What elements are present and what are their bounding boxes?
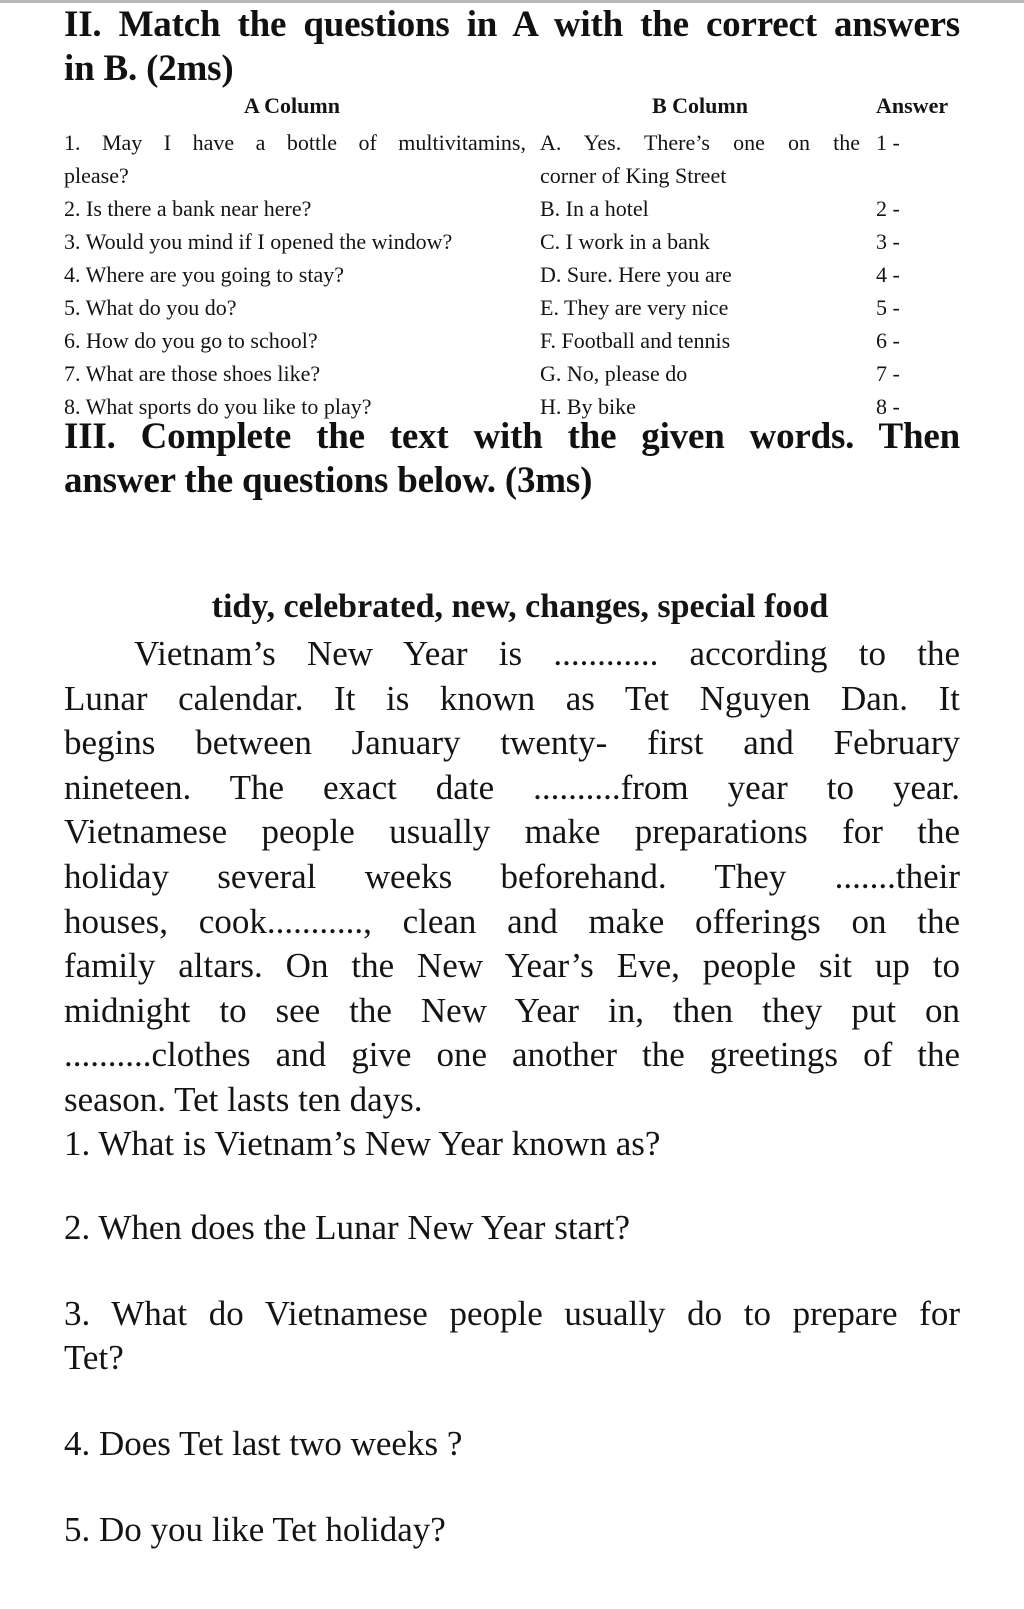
match-row-2	[64, 192, 960, 225]
answer-f: F. Football and tennis	[540, 328, 731, 353]
answer-slot-5: 5 -	[876, 295, 900, 320]
answer-a	[540, 126, 870, 192]
answer-slot-8: 8 -	[876, 394, 900, 419]
question-7: 7. What are those shoes like?	[64, 361, 321, 386]
passage-line: Vietnam’s New Year is ............ according to the	[134, 634, 960, 673]
reading-passage	[64, 632, 960, 1123]
question-1-line2: please?	[64, 163, 129, 188]
column-b-header: B Column	[652, 93, 748, 118]
matching-table	[64, 126, 960, 423]
match-row-7	[64, 357, 960, 390]
question-2: 2. Is there a bank near here?	[64, 196, 312, 221]
passage-line: Vietnamese people usually make preparations for the	[64, 812, 960, 852]
answer-column-header: Answer	[876, 93, 949, 118]
comprehension-question-1: 1. What is Vietnam’s New Year known as?	[64, 1124, 661, 1163]
passage-line: begins between January twenty- first and February	[64, 723, 960, 763]
answer-d: D. Sure. Here you are	[540, 262, 732, 287]
question-5: 5. What do you do?	[64, 295, 237, 320]
match-row-3	[64, 225, 960, 258]
answer-slot-7: 7 -	[876, 361, 900, 386]
comprehension-question-3	[64, 1292, 960, 1380]
comprehension-question-5: 5. Do you like Tet holiday?	[64, 1510, 446, 1549]
answer-b: B. In a hotel	[540, 196, 649, 221]
column-a-header: A Column	[244, 93, 340, 118]
comprehension-question-3-line1: 3. What do Vietnamese people usually do to prepare for	[64, 1294, 960, 1333]
answer-a-line2: corner of King Street	[540, 163, 727, 188]
answer-slot-3: 3 -	[876, 229, 900, 254]
comprehension-question-2: 2. When does the Lunar New Year start?	[64, 1208, 630, 1247]
answer-g: G. No, please do	[540, 361, 688, 386]
passage-line: nineteen. The exact date ..........from year to year.	[64, 767, 960, 807]
section-3-heading-line1: III. Complete the text with the given words. Then	[64, 416, 960, 457]
section-2-heading	[64, 3, 960, 91]
answer-e: E. They are very nice	[540, 295, 729, 320]
answer-c: C. I work in a bank	[540, 229, 710, 254]
match-row-1	[64, 126, 960, 192]
question-8: 8. What sports do you like to play?	[64, 394, 372, 419]
section-2-heading-line1: II. Match the questions in A with the correct answers	[64, 4, 960, 45]
answer-slot-2: 2 -	[876, 196, 900, 221]
passage-line: family altars. On the New Year’s Eve, people sit up to	[64, 946, 960, 986]
question-4: 4. Where are you going to stay?	[64, 262, 345, 287]
passage-line: midnight to see the New Year in, then they put on	[64, 990, 960, 1030]
question-3: 3. Would you mind if I opened the window?	[64, 229, 453, 254]
passage-line: ..........clothes and give one another the greetings of the	[64, 1035, 960, 1075]
section-3-heading-line2: answer the questions below. (3ms)	[64, 460, 593, 501]
answer-h: H. By bike	[540, 394, 636, 419]
match-row-5	[64, 291, 960, 324]
answer-slot-1: 1 -	[876, 130, 900, 155]
comprehension-question-4: 4. Does Tet last two weeks ?	[64, 1424, 463, 1463]
question-6: 6. How do you go to school?	[64, 328, 318, 353]
passage-line: houses, cook..........., clean and make offerings on the	[64, 901, 960, 941]
comprehension-question-3-line2: Tet?	[64, 1338, 124, 1377]
section-2-heading-line2: in B. (2ms)	[64, 48, 234, 89]
question-1	[64, 126, 534, 192]
answer-slot-6: 6 -	[876, 328, 900, 353]
match-row-4	[64, 258, 960, 291]
passage-line: season. Tet lasts ten days.	[64, 1079, 423, 1119]
match-column-headers	[64, 93, 960, 119]
answer-slot-4: 4 -	[876, 262, 900, 287]
passage-line: Lunar calendar. It is known as Tet Nguyen Dan. It	[64, 678, 960, 718]
passage-line: holiday several weeks beforehand. They .......their	[64, 856, 960, 896]
word-bank: tidy, celebrated, new, changes, special food	[211, 588, 829, 625]
match-row-6	[64, 324, 960, 357]
question-1-line1: 1. May I have a bottle of multivitamins,	[64, 130, 526, 155]
answer-a-line1: A. Yes. There’s one on the	[540, 130, 860, 155]
section-3-heading	[64, 415, 960, 503]
